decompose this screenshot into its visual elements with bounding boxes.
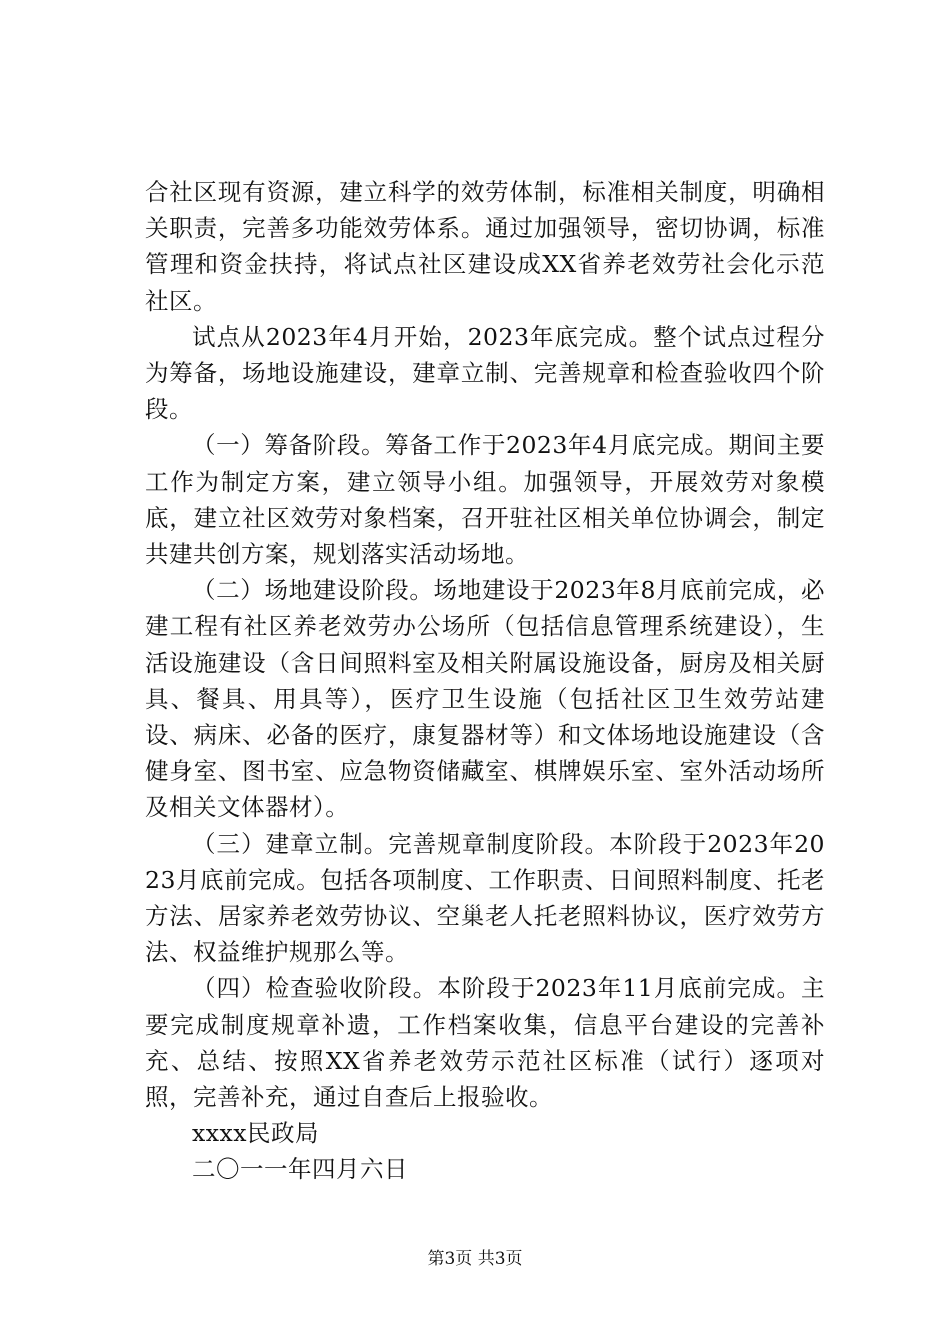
paragraph-stage-three: （三）建章立制。完善规章制度阶段。本阶段于2023年2023月底前完成。包括各项制度、工作职责、日间照料制度、托老方法、居家养老效劳协议、空巢老人托老照料协议，医疗效劳方法、权益维护规那么等。 (145, 829, 825, 967)
paragraph-pilot-schedule: 试点从2023年4月开始，2023年底完成。整个试点过程分为筹备，场地设施建设，建章立制、完善规章和检查验收四个阶段。 (145, 322, 825, 424)
paragraph-stage-two: （二）场地建设阶段。场地建设于2023年8月底前完成，必建工程有社区养老效劳办公场所（包括信息管理系统建设），生活设施建设（含日间照料室及相关附属设施设备，厨房及相关厨具、餐具、用具等），医疗卫生设施（包括社区卫生效劳站建设、病床、必备的医疗，康复器材等）和文体场地设施建设（含健身室、图书室、应急物资储藏室、棋牌娱乐室、室外活动场所及相关文体器材）。 (145, 576, 825, 822)
paragraph-stage-four: （四）检查验收阶段。本阶段于2023年11月底前完成。主要完成制度规章补遗，工作档案收集，信息平台建设的完善补充、总结、按照XX省养老效劳示范社区标准（试行）逐项对照，完善补充，通过自查后上报验收。 (145, 974, 825, 1112)
page-footer: 第3页 共3页 (427, 1249, 523, 1269)
document-body (145, 174, 825, 1188)
signature-organization: xxxx民政局 (192, 1119, 320, 1148)
signature-date: 二〇一一年四月六日 (192, 1155, 408, 1184)
paragraph-continuation: 合社区现有资源，建立科学的效劳体制，标准相关制度，明确相关职责，完善多功能效劳体系。通过加强领导，密切协调，标准管理和资金扶持，将试点社区建设成XX省养老效劳社会化示范社区。 (145, 178, 825, 315)
paragraph-stage-one: （一）筹备阶段。筹备工作于2023年4月底完成。期间主要工作为制定方案，建立领导小组。加强领导，开展效劳对象模底，建立社区效劳对象档案，召开驻社区相关单位协调会，制定共建共创方案，规划落实活动场地。 (145, 431, 825, 569)
